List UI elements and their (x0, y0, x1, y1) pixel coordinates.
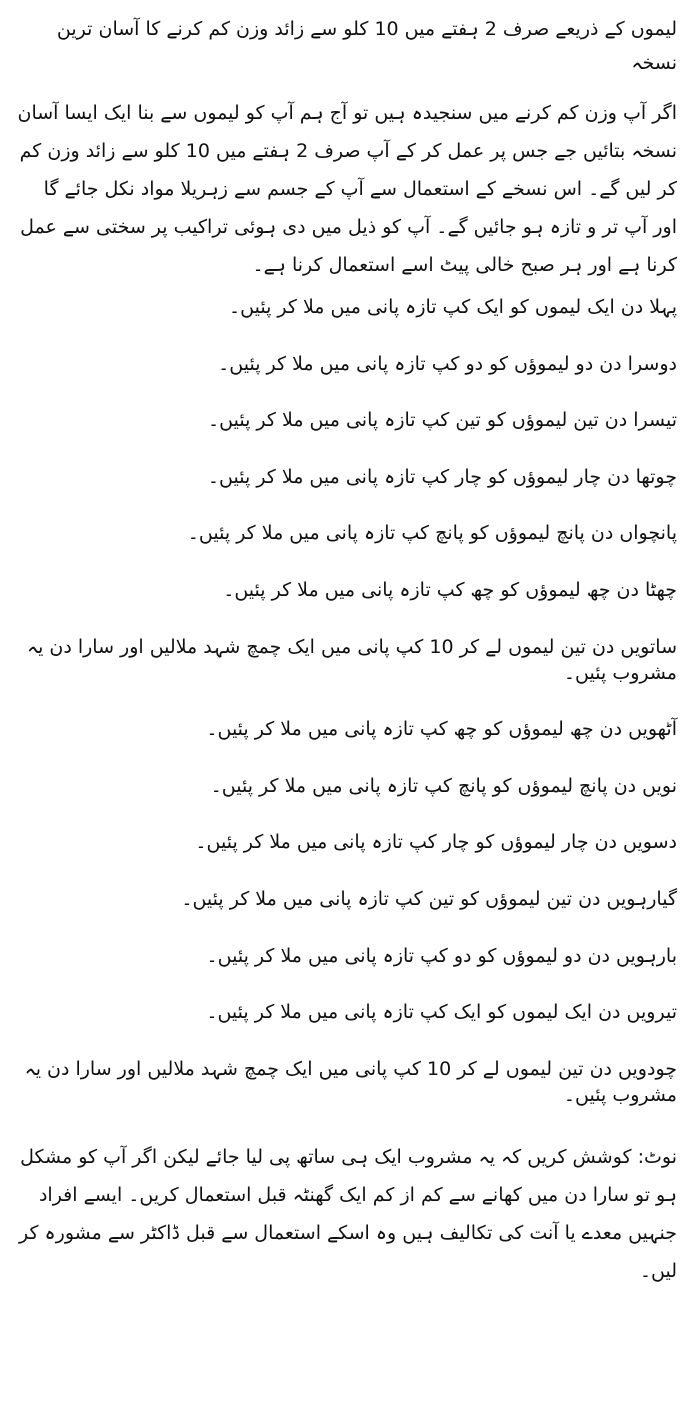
step-day-2: دوسرا دن دو لیموؤں کو دو کپ تازہ پانی میں ملا کر پئیں۔ (218, 352, 677, 375)
step-day-8: آٹھویں دن چھ لیموؤں کو چھ کپ تازہ پانی میں ملا کر پئیں۔ (206, 718, 677, 741)
step-day-7: ساتویں دن تین لیموں لے کر 10 کپ پانی میں ایک چمچ شہد ملالیں اور سارا دن یہ مشروب پئیں۔ (26, 635, 677, 684)
article-intro: اگر آپ وزن کم کرنے میں سنجیدہ ہیں تو آج ہم آپ کو لیموں سے بنا ایک ایسا آسان نسخہ بتائیں جے جس پر عمل کر کے آپ صرف 2 ہفتے میں 10 کلو سے زائد وزن کم کر لیں گے۔ اس نسخے کے استعمال سے آپ کے جسم سے زہریلا مواد نکل جائے گا اور آپ تر و تازہ ہو جائیں گے۔ آپ کو ذیل میں دی ہوئی تراکیب پر سختی سے عمل کرنا ہے اور ہر صبح خالی پیٹ اسے استعمال کرنا ہے۔ (17, 102, 677, 276)
step-day-6: چھٹا دن چھ لیموؤں کو چھ کپ تازہ پانی میں ملا کر پئیں۔ (223, 578, 677, 601)
step-day-14: چودویں دن تین لیموں لے کر 10 کپ پانی میں ایک چمچ شہد ملالیں اور سارا دن یہ مشروب پئیں۔ (24, 1057, 677, 1106)
steps-list (16, 294, 677, 1108)
step-day-13: تیرویں دن ایک لیموں کو ایک کپ تازہ پانی میں ملا کر پئیں۔ (206, 1001, 677, 1024)
article-title: لیموں کے ذریعے صرف 2 ہفتے میں 10 کلو سے زائد وزن کم کرنے کا آسان ترین نسخہ (56, 18, 677, 74)
step-day-12: بارہویں دن دو لیموؤں کو دو کپ تازہ پانی میں ملا کر پئیں۔ (206, 944, 677, 967)
article-note: نوٹ: کوشش کریں کہ یہ مشروب ایک ہی ساتھ پی لیا جائے لیکن اگر آپ کو مشکل ہو تو سارا دن میں کھانے سے کم از کم ایک گھنٹہ قبل استعمال کریں۔ ایسے افراد جنہیں معدے یا آنت کی تکالیف ہیں وہ اسکے استعمال سے قبل ڈاکٹر سے مشورہ کر لیں۔ (18, 1146, 677, 1283)
step-day-4: چوتھا دن چار لیموؤں کو چار کپ تازہ پانی میں ملا کر پئیں۔ (207, 465, 677, 488)
step-day-11: گیارہویں دن تین لیموؤں کو تین کپ تازہ پانی میں ملا کر پئیں۔ (181, 887, 677, 910)
step-day-10: دسویں دن چار لیموؤں کو چار کپ تازہ پانی میں ملا کر پئیں۔ (195, 831, 677, 854)
step-day-5: پانچواں دن پانچ لیموؤں کو پانچ کپ تازہ پانی میں ملا کر پئیں۔ (187, 522, 677, 545)
step-day-9: نویں دن پانچ لیموؤں کو پانچ کپ تازہ پانی میں ملا کر پئیں۔ (210, 774, 677, 797)
step-day-3: تیسرا دن تین لیموؤں کو تین کپ تازہ پانی میں ملا کر پئیں۔ (208, 409, 677, 432)
step-day-1: پہلا دن ایک لیموں کو ایک کپ تازہ پانی میں ملا کر پئیں۔ (229, 296, 677, 318)
